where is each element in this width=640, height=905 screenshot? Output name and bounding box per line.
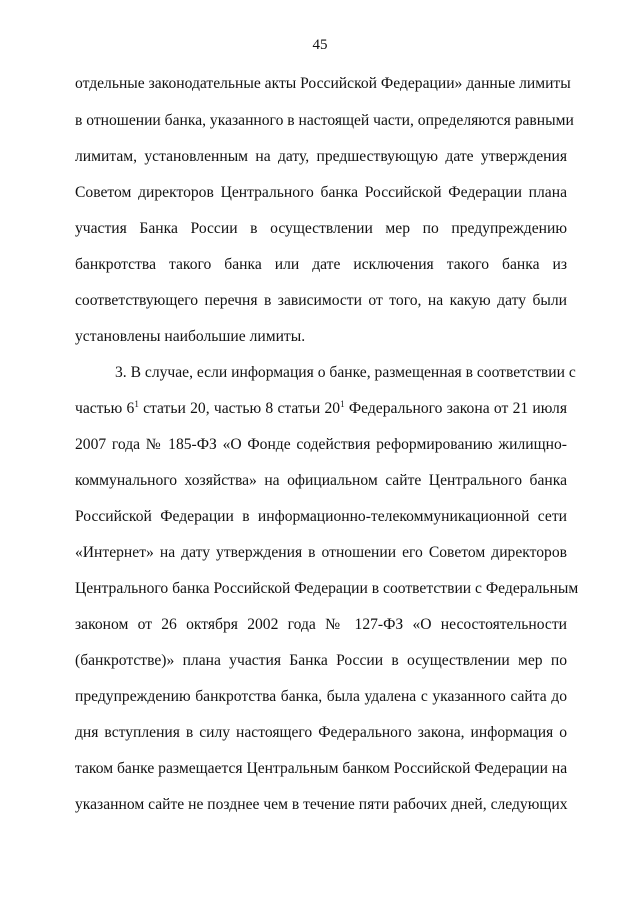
paragraph-3-first-line: 3. В случае, если информация о банке, размещенная в соответствии с xyxy=(115,364,576,381)
text-line: «Интернет» на дату утверждения в отношении его Советом директоров xyxy=(75,544,567,561)
text-line: соответствующего перечня в зависимости от того, на какую дату были xyxy=(75,292,567,309)
text-line: участия Банка России в осуществлении мер по предупреждению xyxy=(75,220,567,237)
superscript: 1 xyxy=(340,399,345,409)
text-line: указанном сайте не позднее чем в течение пяти рабочих дней, следующих xyxy=(75,796,568,813)
text-span: статьи 20, частью 8 статьи 20 xyxy=(138,400,341,417)
text-line: предупреждению банкротства банка, была удалена с указанного сайта до xyxy=(75,688,567,705)
text-line: 2007 года № 185-ФЗ «О Фонде содействия реформированию жилищно- xyxy=(75,436,567,453)
text-line: лимитам, установленным на дату, предшествующую дате утверждения xyxy=(75,148,567,165)
text-line: (банкротстве)» плана участия Банка России в осуществлении мер по xyxy=(75,652,567,669)
superscript: 1 xyxy=(134,399,139,409)
page-number: 45 xyxy=(312,37,328,53)
text-line: банкротства такого банка или дате исключения такого банка из xyxy=(75,256,567,273)
text-line: в отношении банка, указанного в настоящей части, определяются равными xyxy=(75,112,574,129)
text-line: отдельные законодательные акты Российской Федерации» данные лимиты xyxy=(75,75,571,92)
text-line: Советом директоров Центрального банка Российской Федерации плана xyxy=(75,184,567,201)
text-line: установлены наибольшие лимиты. xyxy=(75,328,306,345)
text-line: Российской Федерации в информационно-телекоммуникационной сети xyxy=(75,508,567,525)
text-line: таком банке размещается Центральным банком Российской Федерации на xyxy=(75,760,568,777)
text-span: частью 6 xyxy=(75,400,135,417)
text-line: коммунального хозяйства» на официальном сайте Центрального банка xyxy=(75,472,567,489)
text-span: Федерального закона от 21 июля xyxy=(344,400,567,417)
text-line: Центрального банка Российской Федерации в соответствии с Федеральным xyxy=(75,580,579,597)
text-line-with-superscripts xyxy=(75,399,567,419)
text-line: дня вступления в силу настоящего Федерального закона, информация о xyxy=(75,724,567,741)
text-line: законом от 26 октября 2002 года № 127-ФЗ «О несостоятельности xyxy=(75,616,567,633)
